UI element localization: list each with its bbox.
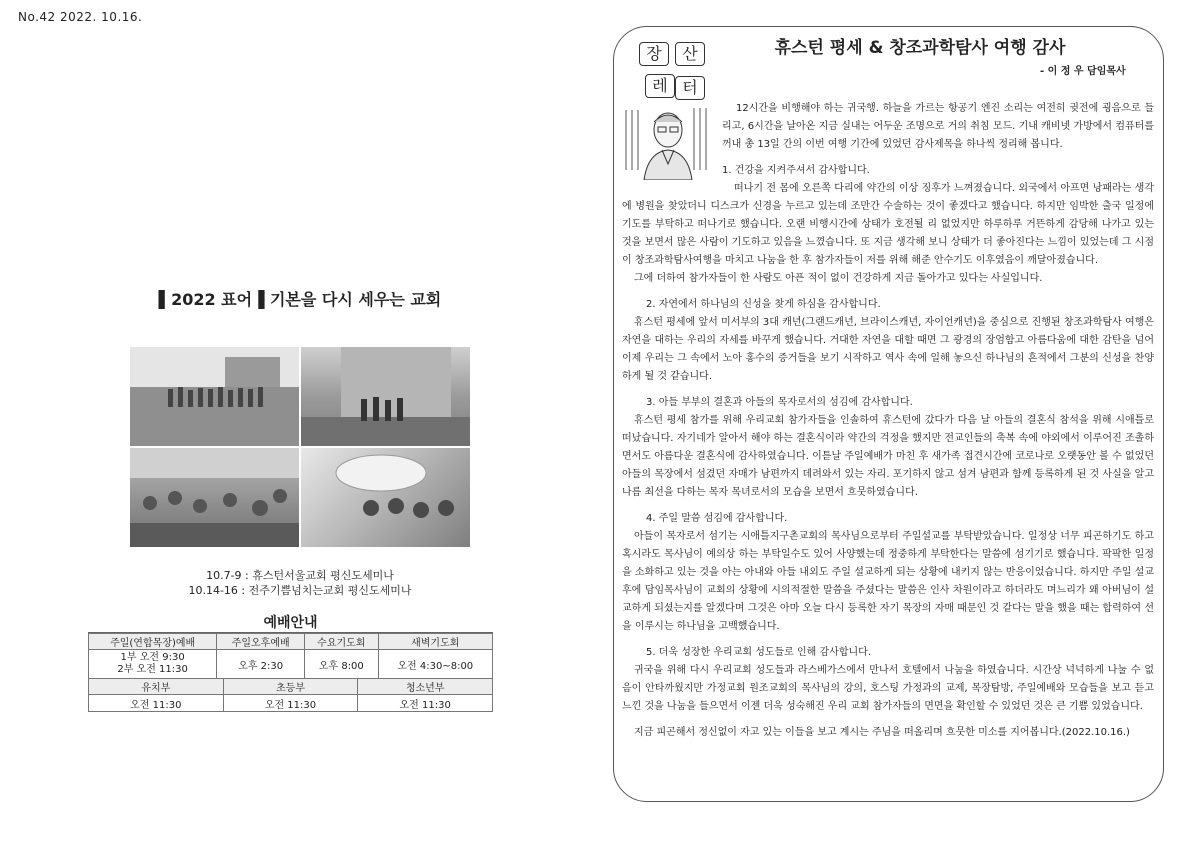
col-youth: 청소년부	[358, 679, 493, 695]
section-1-para-2: 그에 더하여 참가자들이 한 사람도 아픈 적이 없이 건강하게 지금 돌아가고 있다는 사실입니다.	[634, 273, 1043, 284]
worship-guide	[88, 614, 493, 712]
column-badge	[639, 42, 709, 100]
photo-dinner-hall	[130, 448, 299, 547]
spacer	[622, 502, 1154, 510]
spacer	[622, 636, 1154, 644]
church-motto: ▌2022 표어▐ 기본을 다시 세우는 교회	[158, 290, 442, 309]
church-building-graphic	[301, 347, 470, 446]
group-outdoor-graphic	[130, 347, 299, 446]
badge-char-2: 산	[675, 42, 705, 66]
spacer	[622, 386, 1154, 394]
col-kindergarten: 유치부	[89, 679, 224, 695]
photo-church-building	[301, 347, 470, 446]
section-3-para-1: 휴스턴 평세 참가를 위해 우리교회 참가자들을 인솔하여 휴스턴에 갔다가 다음 날 아들의 결혼식 참석을 위해 시애틀로 떠났습니다. 자기네가 알아서 해야 하는 결혼식이라 약간의 걱정을 했지만 전교인들의 축복 속에 야외에서 이루어진 조촐하면서도 아름다운 결혼식에 감사하였습니다. 이튿날 주일예배가 마친 후 새가족 접견시간에 코로나로 오랫동안 볼 수 없었던 아들의 목장에서 섬겼던 자매가 남편까지 데려와서 있는 자리. 포기하지 않고 섬겨 남편과 함께 등록하게 된 것 사실을 알고 나름 최선을 다하는 목자 목녀로서의 모습을 보면서 흐뭇하였습니다.	[622, 415, 1154, 498]
letter-title: 휴스턴 평세 & 창조과학탐사 여행 감사	[774, 38, 1066, 58]
worship-table-school	[88, 678, 493, 712]
col-sunday-service: 주일(연합목장)예배	[89, 634, 217, 650]
portrait-spacer	[622, 100, 722, 182]
section-4-heading: 4. 주일 말씀 섬김에 감사합니다.	[646, 513, 788, 524]
letter-closing: 지금 피곤해서 정신없이 자고 있는 이들을 보고 계시는 주님을 떠올리며 흐뭇한 미소를 지어봅니다.(2022.10.16.)	[634, 727, 1130, 738]
col-dawn-prayer: 새벽기도회	[378, 634, 492, 650]
section-3-heading: 3. 아들 부부의 결혼과 아들의 목자로서의 섬김에 감사합니다.	[646, 397, 913, 408]
val-kindergarten: 오전 11:30	[89, 695, 224, 712]
badge-char-4: 터	[675, 76, 705, 100]
section-5-para-1: 귀국을 위해 다시 우리교회 성도들과 라스베가스에서 만나서 호텔에서 나눔을 하였습니다. 시간상 넉넉하게 나눌 수 없음이 안타까웠지만 가정교회 원조교회의 목사님의 강의, 호스팅 가정과의 교제, 목장탐방, 주일예배와 모습들을 보고 듣고 느낀 것을 나눔을 들으면서 이젠 더욱 성숙해진 우리 교회 참가자들의 면면을 확인할 수 있었던 것은 큰 기쁨 있었습니다.	[622, 665, 1154, 712]
worship-table-main	[88, 633, 493, 679]
val-elementary: 오전 11:30	[223, 695, 358, 712]
letter-intro: 12시간을 비행해야 하는 귀국행. 하늘을 가르는 항공기 엔진 소리는 여전히 귓전에 굉음으로 들리고, 6시간을 날아온 지금 실내는 어두운 조명으로 거의 취침 모드. 기내 캐비넷 가방에서 컴퓨터를 꺼내 총 13일 간의 이번 여행 기간에 있었던 감사제목을 하나씩 정리해 봅니다.	[722, 103, 1154, 150]
section-2-para-1: 휴스턴 평세에 앞서 미서부의 3대 캐년(그랜드캐년, 브라이스캐년, 자이언캐년)을 중심으로 진행된 창조과학탐사 여행은 자연을 대하는 우리의 자세를 바꾸게 했습니다. 거대한 자연을 대할 때면 그 광경의 장엄함고 아름다움에 대한 감탄을 넘어 이제 우리는 그 속에서 노아 홍수의 증거들을 보기 시작하고 역사 속에 일해 놓으신 하나님의 흔적에서 그분의 신성을 찬양하게 될 것 같습니다.	[622, 317, 1154, 382]
letter-author: - 이 정 우 담임목사	[1040, 66, 1126, 77]
col-elementary: 초등부	[223, 679, 358, 695]
seminar-schedule	[0, 568, 600, 598]
val-sunday-afternoon: 오후 2:30	[217, 650, 305, 679]
photo-collage	[130, 347, 470, 547]
section-2-heading: 2. 자연에서 하나님의 신성을 찾게 하심을 감사합니다.	[646, 299, 881, 310]
letter-body	[622, 100, 1154, 742]
val-dawn-prayer: 오전 4:30~8:00	[378, 650, 492, 679]
photo-welcome-banner	[301, 448, 470, 547]
dinner-hall-graphic	[130, 448, 299, 547]
badge-char-1: 장	[639, 42, 669, 66]
badge-char-3: 레	[645, 74, 675, 98]
val-wednesday-prayer: 오후 8:00	[305, 650, 378, 679]
section-5-heading: 5. 더욱 성장한 우리교회 성도들로 인해 감사합니다.	[646, 647, 871, 658]
issue-number: No.42 2022. 10.16.	[18, 10, 143, 24]
worship-guide-title: 예배안내	[88, 614, 493, 633]
section-4-para-1: 아들이 목자로서 섬기는 시애틀지구촌교회의 목사님으로부터 주일설교를 부탁받았습니다. 일정상 너무 피곤하기도 하고 혹시라도 목사님이 예의상 하는 부탁일수도 있어 사양했는데 정중하게 부탁한다는 말씀에 섬기기로 했습니다. 팍팍한 일정을 소화하고 있는 것을 아는 아내와 아들 내외도 주일 설교하게 되는 상황에 내키지 않는 반응이었습니다. 하지만 주일 설교 후에 담임목사님이 교회의 상황에 시의적절한 말씀을 주셨다는 말씀은 인사 차원이라고 하더라도 며느리가 왜 아버님이 설교하게 되셨는지를 알겠다며 그것은 아마 오늘 다시 등록한 자기 목장의 자매 때문인 것 같다는 말을 했을 때는 합력하여 선을 이루시는 하나님을 고백했습니다.	[622, 531, 1154, 632]
seminar-line-1: 10.7-9 : 휴스턴서울교회 평신도세미나	[206, 569, 394, 582]
photo-group-outdoor	[130, 347, 299, 446]
col-sunday-afternoon: 주일오후예배	[217, 634, 305, 650]
section-1-heading: 1. 건강을 지켜주셔서 감사합니다.	[722, 165, 870, 176]
val-youth: 오전 11:30	[358, 695, 493, 712]
col-wednesday-prayer: 수요기도회	[305, 634, 378, 650]
spacer	[622, 716, 1154, 724]
welcome-banner-graphic	[301, 448, 470, 547]
val-sunday-service: 1부 오전 9:30 2부 오전 11:30	[89, 650, 217, 679]
seminar-line-2: 10.14-16 : 전주기쁨넘치는교회 평신도세미나	[188, 584, 412, 597]
spacer	[622, 288, 1154, 296]
section-1-para-1: 떠나기 전 몸에 오른쪽 다리에 약간의 이상 징후가 느껴졌습니다. 외국에서 아프면 낭패라는 생각에 병원을 찾았더니 디스크가 신경을 누르고 있는데 조만간 수술하는 것이 좋겠다고 했습니다. 하지만 임박한 출국 일정에 기도를 부탁하고 떠나기로 했습니다. 오랜 비행시간에 상태가 호전될 리 없었지만 하루하루 거뜬하게 감당해 나가고 있는 것을 보면서 많은 사람이 기도하고 있음을 느꼈습니다. 또 지금 생각해 보니 상태가 더 좋아진다는 느낌이 있었는데 그 시점이 창조과학탐사여행을 마치고 나눔을 한 후 참가자들이 저를 위해 해준 안수기도 이후였음이 깨달아졌습니다.	[622, 183, 1154, 266]
